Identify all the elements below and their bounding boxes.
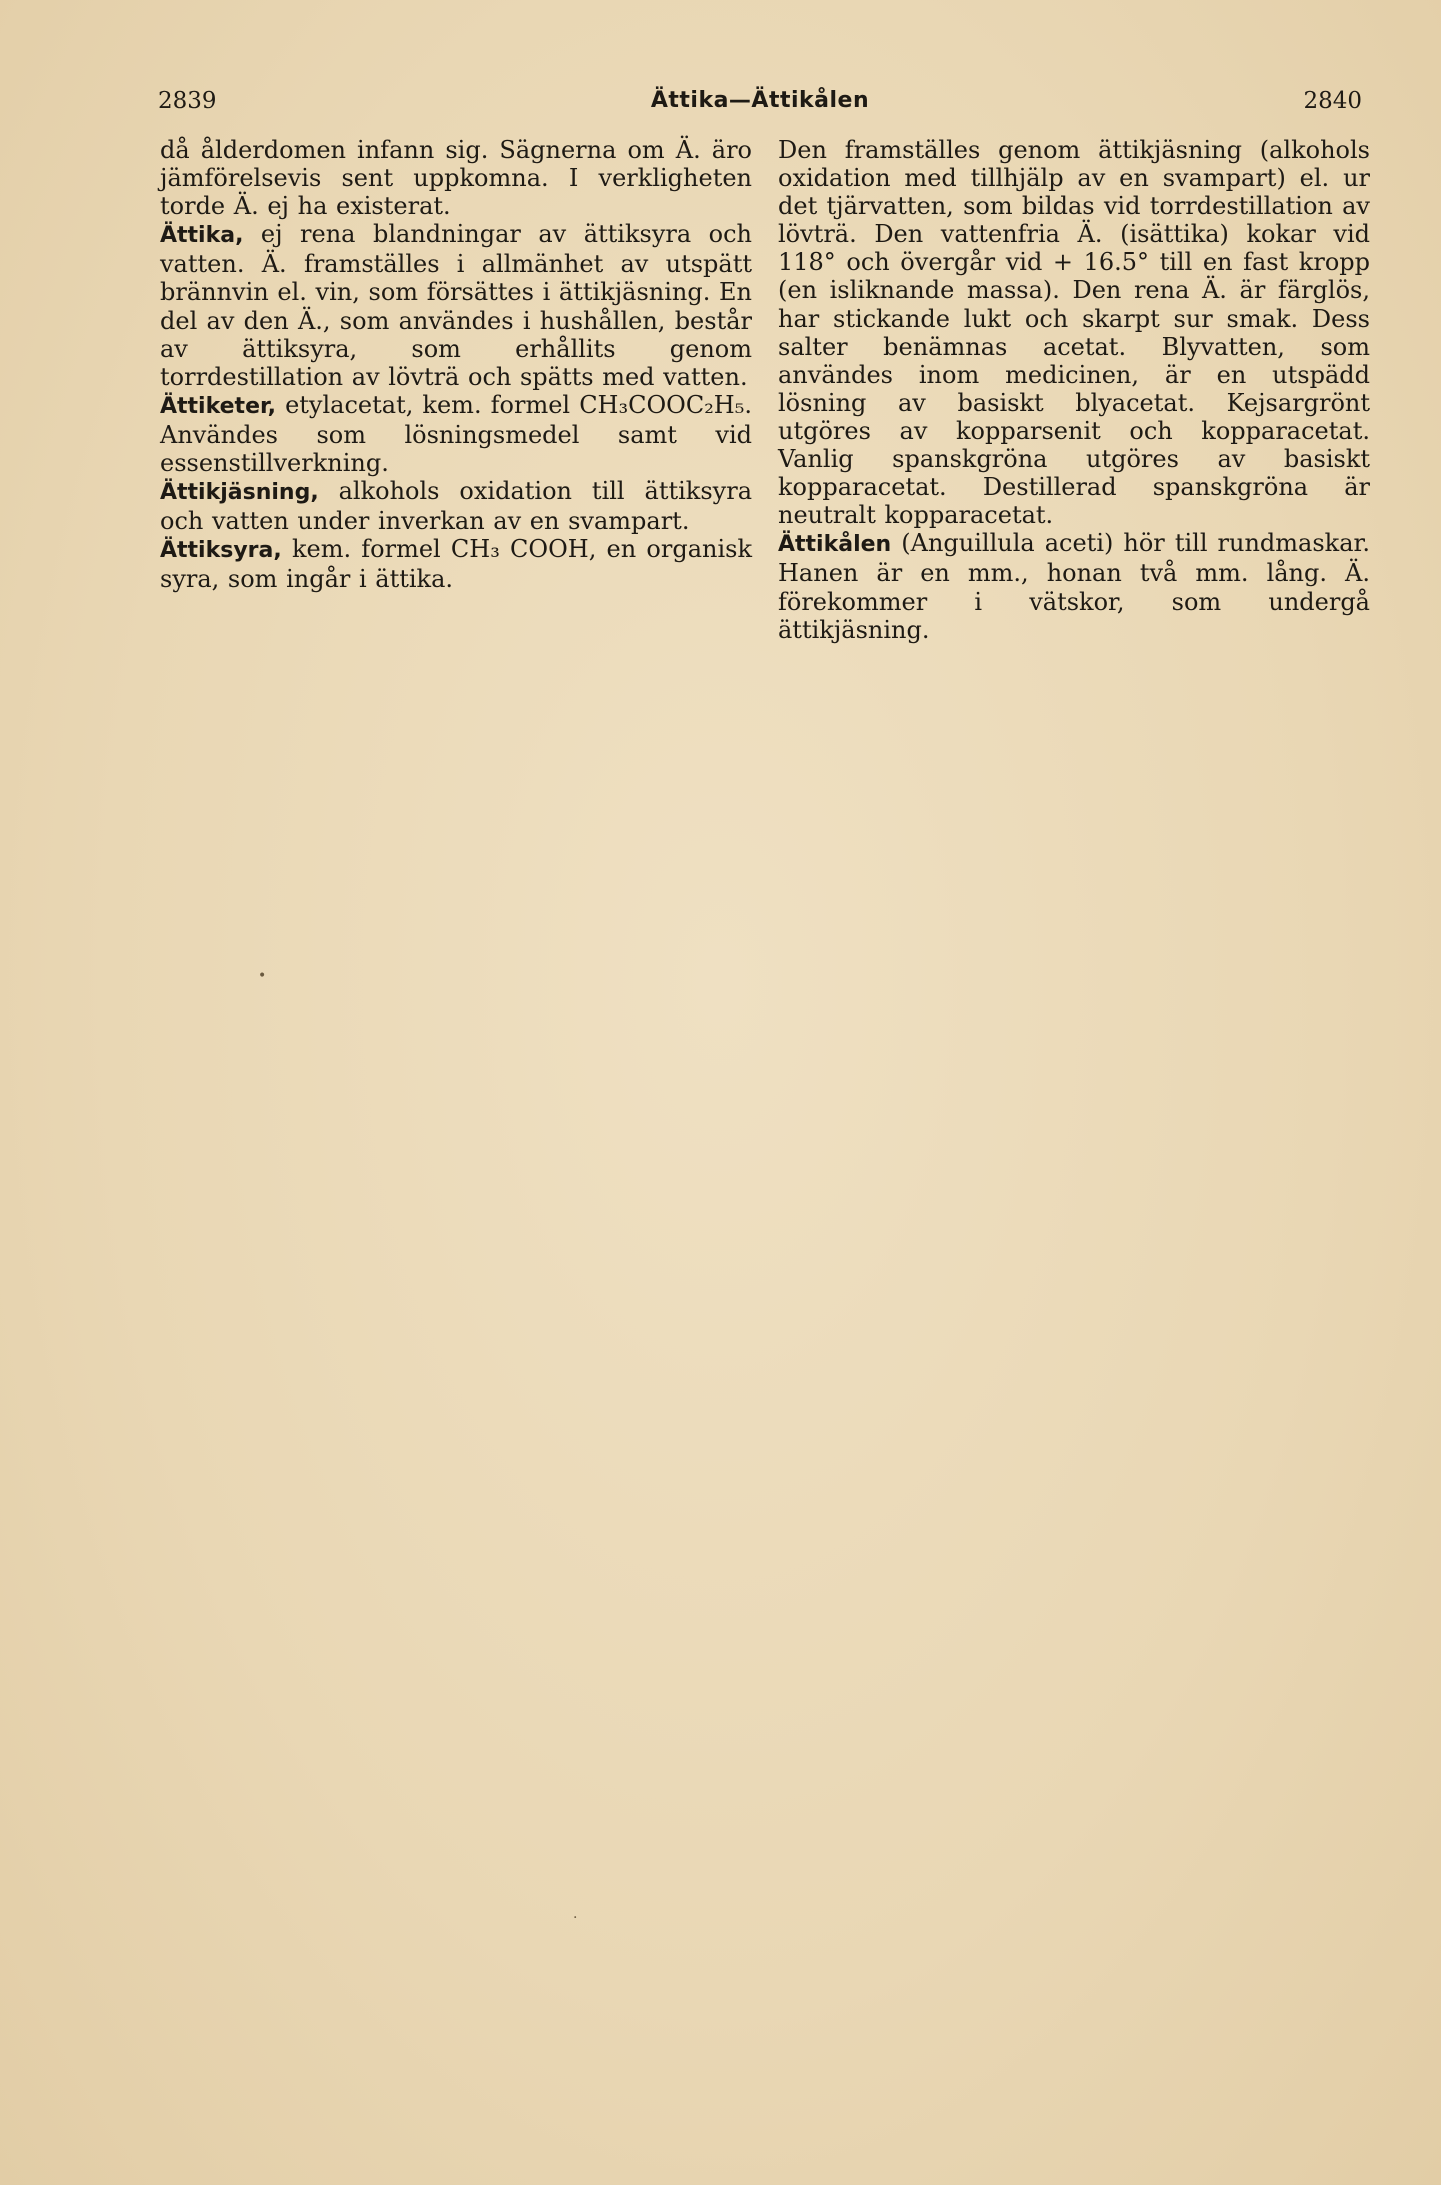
entry-attiketer [160, 391, 752, 477]
entry-headword: Ättiksyra, [160, 538, 282, 564]
entry-continuation: Den framställes genom ättikjäsning (alkohols oxidation med tillhjälp av en svampart) el. ur det tjärvatten, som bildas vid torrdestillation av lövträ. Den vattenfria Ä. (isättika) kokar vid 118° och övergår vid + 16.5° till en fast kropp (en isliknande massa). Den rena Ä. är färglös, har stickande lukt och skarpt sur smak. Dess salter benämnas acetat. Blyvatten, som användes inom medicinen, är en utspädd lösning av basiskt blyacetat. Kejsargrönt utgöres av kopparsenit och kopparacetat. Vanlig spanskgröna utgöres av basiskt kopparacetat. Destillerad spanskgröna är neutralt kopparacetat. [778, 136, 1370, 530]
entry-headword: Ättiketer, [160, 393, 276, 419]
entry-headword: Ättikålen [778, 532, 892, 558]
entry-text: kem. formel CH₃ COOH, en organisk syra, som ingår i ättika. [160, 535, 752, 594]
entry-text: (Anguillula aceti) hör till rundmaskar. Hanen är en mm., honan två mm. lång. Ä. förekommer i vätskor, som undergå ättikjäsning. [778, 529, 1370, 644]
entry-attika [160, 220, 752, 391]
right-column [778, 136, 1370, 644]
entry-text: alkohols oxidation till ättiksyra och vatten under inverkan av en svampart. [160, 477, 752, 536]
page-number-right: 2840 [1303, 88, 1362, 114]
left-column [160, 136, 752, 594]
ink-speck: • [258, 968, 267, 984]
entry-continuation: då ålderdomen infann sig. Sägnerna om Ä. äro jämförelsevis sent uppkomna. I verkligheten torde Ä. ej ha existerat. [160, 136, 752, 221]
entry-headword: Ättikjäsning, [160, 480, 319, 506]
entry-attikjasning [160, 477, 752, 535]
entry-attikalen [778, 529, 1370, 643]
entry-text: ej rena blandningar av ättiksyra och vatten. Ä. framställes i allmänhet av utspätt brännvin el. vin, som försättes i ättikjäsning. En del av den Ä., som användes i hushållen, består av ättiksyra, som erhållits genom torrdestillation av lövträ och spätts med vatten. [160, 220, 752, 391]
running-title: Ättika—Ättikålen [650, 88, 870, 113]
entry-attiksyra [160, 535, 752, 593]
entry-headword: Ättika, [160, 223, 244, 249]
page-header [158, 88, 1362, 120]
page-number-left: 2839 [158, 88, 217, 114]
ink-speck: · [573, 1910, 578, 1926]
entry-text: etylacetat, kem. formel CH₃COOC₂H₅. Användes som lösningsmedel samt vid essenstillverkning. [160, 390, 752, 478]
